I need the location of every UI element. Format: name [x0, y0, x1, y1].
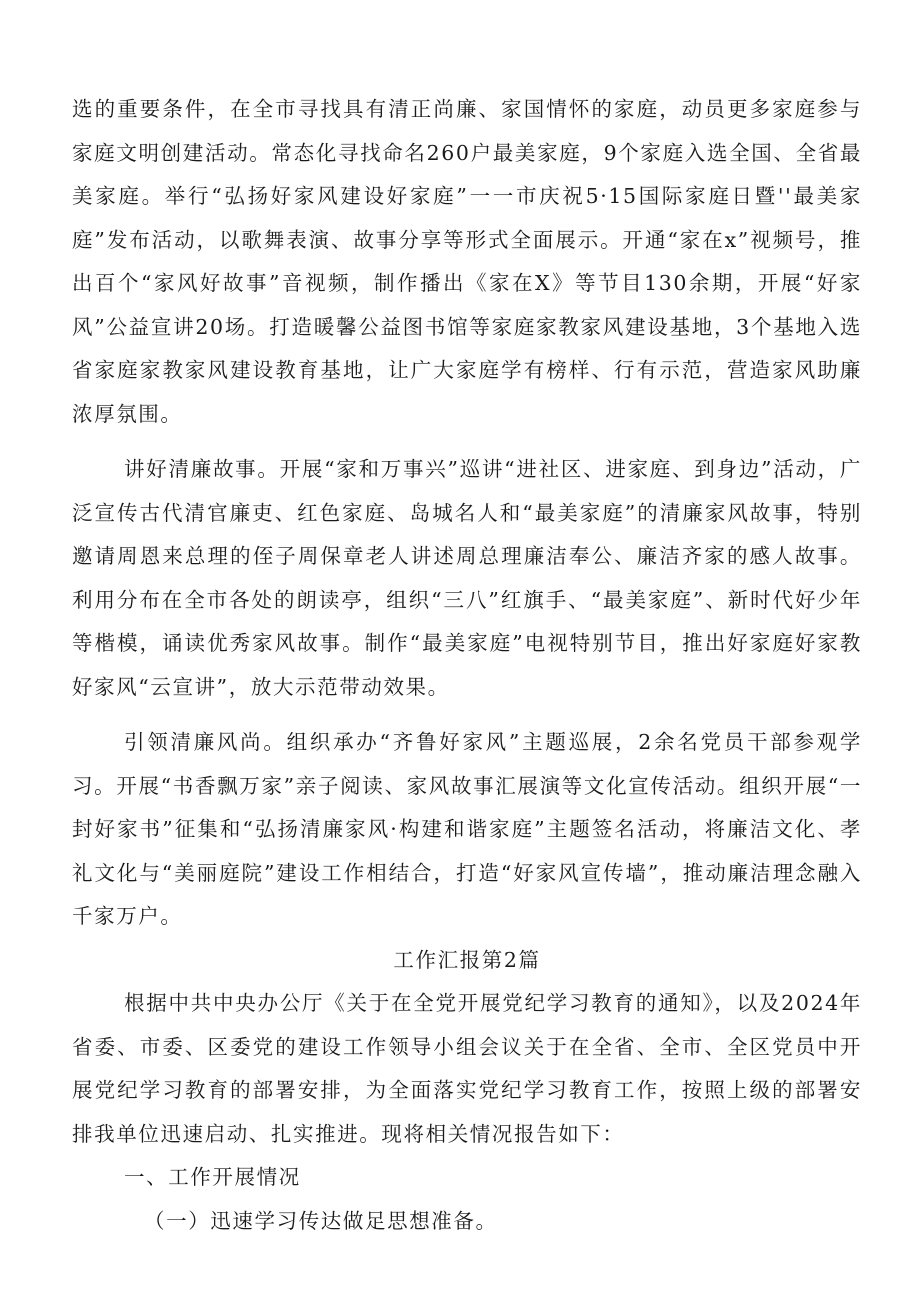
paragraph-report-intro: 根据中共中央办公厅《关于在全党开展党纪学习教育的通知》，以及2024年省委、市委、区委党的建设工作领导小组会议关于在全省、全市、全区党员中开展党纪学习教育的部署安排，为全面落实党纪学习教育工作，按照上级的部署安排我单位迅速启动、扎实推进。现将相关情况报告如下：: [72, 991, 862, 1146]
heading-level-1: 一、工作开展情况: [124, 1165, 301, 1189]
section-title: 工作汇报第2篇: [393, 947, 541, 972]
paragraph-family-selection: 选的重要条件，在全市寻找具有清正尚廉、家国情怀的家庭，动员更多家庭参与家庭文明创建活动。常态化寻找命名260户最美家庭，9个家庭入选全国、全省最美家庭。举行“弘扬好家风建设好家庭”一一市庆祝5·15国际家庭日暨''最美家庭”发布活动，以歌舞表演、故事分享等形式全面展示。开通“家在x”视频号，推出百个“家风好故事”音视频，制作播出《家在X》等节目130余期，开展“好家风”公益宣讲20场。打造暖馨公益图书馆等家庭家教家风建设基地，3个基地入选省家庭家教家风建设教育基地，让广大家庭学有榜样、行有示范，营造家风助廉浓厚氛围。: [72, 97, 862, 426]
document-page: [72, 88, 862, 1243]
paragraph-gap: [72, 436, 862, 448]
paragraph-gap: [72, 709, 862, 721]
paragraph-integrity-stories: 讲好清廉故事。开展“家和万事兴”巡讲“进社区、进家庭、到身边”活动，广泛宣传古代清官廉吏、红色家庭、岛城名人和“最美家庭”的清廉家风故事，特别邀请周恩来总理的侄子周保章老人讲述周总理廉洁奉公、廉洁齐家的感人故事。利用分布在全市各处的朗读亭，组织“三八”红旗手、“最美家庭”、新时代好少年等楷模，诵读优秀家风故事。制作“最美家庭”电视特别节目，推出好家庭好家教好家风“云宣讲”，放大示范带动效果。: [72, 457, 862, 699]
heading-level-2: （一）迅速学习传达做足思想准备。: [144, 1208, 498, 1233]
paragraph-integrity-trends: 引领清廉风尚。组织承办“齐鲁好家风”主题巡展，2余名党员干部参观学习。开展“书香飘万家”亲子阅读、家风故事汇展演等文化宣传活动。组织开展“一封好家书”征集和“弘扬清廉家风·构建和谐家庭”主题签名活动，将廉洁文化、孝礼文化与“美丽庭院”建设工作相结合，打造“好家风宣传墙”，推动廉洁理念融入千家万户。: [72, 730, 862, 928]
